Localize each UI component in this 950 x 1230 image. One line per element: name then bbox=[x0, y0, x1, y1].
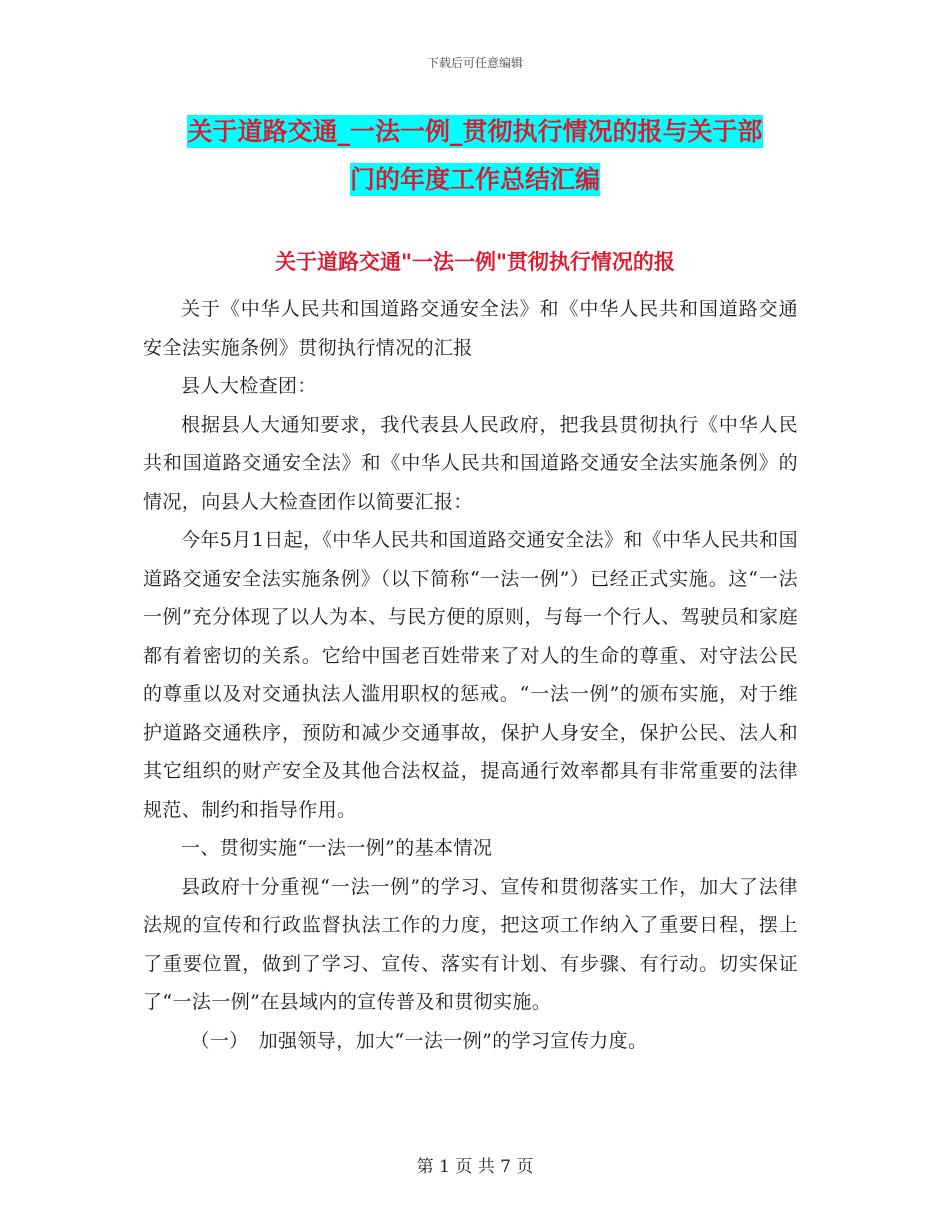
paragraph-addressee: 县人大检查团： bbox=[181, 375, 317, 397]
sub-section-heading: （一） 加强领导，加大“一法一例”的学习宣传力度。 bbox=[190, 1029, 648, 1052]
page-footer: 第 1 页 共 7 页 bbox=[416, 1157, 534, 1177]
paragraph-background: 今年5月1日起，《中华人民共和国道路交通安全法》和《中华人民共和国道路交通安全法实施条例》（以下简称“一法一例”）已经正式实施。这“一法一例”充分体现了以人为本、与民方便的原则，与每一个行人、驾驶员和家庭都有着密切的关系。它给中国老百姓带来了对人的生命的尊重、对守法公民的尊重以及对交通执法人滥用职权的惩戒。“一法一例”的颁布实施，对于维护道路交通秩序，预防和减少交通事故，保护人身安全，保护公民、法人和其它组织的财产安全及其他合法权益，提高通行效率都具有非常重要的法律规范、制约和指导作用。 bbox=[143, 529, 798, 821]
paragraph-overview: 县政府十分重视“一法一例”的学习、宣传和贯彻落实工作，加大了法律法规的宣传和行政监督执法工作的力度，把这项工作纳入了重要日程，摆上了重要位置，做到了学习、宣传、落实有计划、有步骤、有行动。切实保证了“一法一例”在县域内的宣传普及和贯彻实施。 bbox=[143, 875, 798, 1013]
header-note: 下载后可任意编辑 bbox=[426, 56, 523, 70]
section-title: 关于道路交通"一法一例"贯彻执行情况的报 bbox=[275, 250, 675, 274]
paragraph-intro: 关于《中华人民共和国道路交通安全法》和《中华人民共和国道路交通安全法实施条例》贯彻执行情况的汇报 bbox=[143, 298, 798, 359]
section-heading: 一、贯彻实施“一法一例”的基本情况 bbox=[181, 837, 493, 859]
title-highlight: 关于道路交通_一法一例_贯彻执行情况的报与关于部 bbox=[187, 117, 763, 146]
document-title-line-2 bbox=[0, 160, 950, 196]
document-title-line-1 bbox=[0, 112, 950, 148]
paragraph-preface: 根据县人大通知要求，我代表县人民政府，把我县贯彻执行《中华人民共和国道路交通安全法》和《中华人民共和国道路交通安全法实施条例》的情况，向县人大检查团作以简要汇报： bbox=[143, 413, 798, 513]
document-body bbox=[143, 290, 798, 1060]
title-highlight: 门的年度工作总结汇编 bbox=[349, 165, 600, 194]
